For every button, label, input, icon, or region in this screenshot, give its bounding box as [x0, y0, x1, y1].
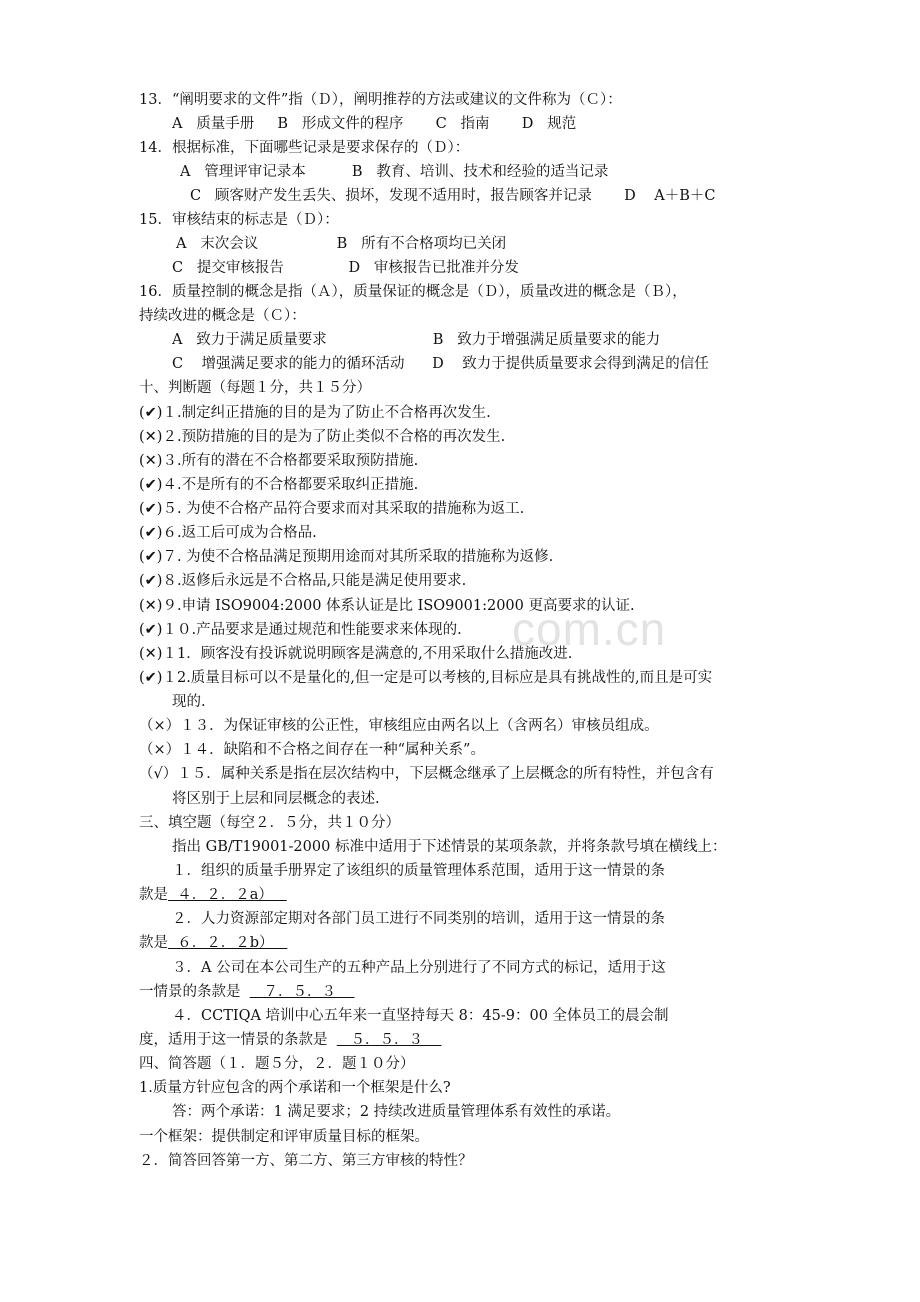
- question-14-options-2: C 顾客财产发生丢失、损坏，发现不适用时，报告顾客并记录 D A＋B＋C: [190, 188, 716, 204]
- judgement-11: (✕)１1．顾客没有投诉就说明顾客是满意的,不用采取什么措施改进.: [139, 646, 573, 662]
- fill-blank-1: １．组织的质量手册界定了该组织的质量管理体系范围，适用于这一情景的条: [172, 863, 665, 879]
- watermark: com.cn: [512, 603, 667, 655]
- fill-blank-3-answer: ７．５．３: [249, 984, 355, 1000]
- short-answer-2: ２．简答回答第一方、第二方、第三方审核的特性？: [139, 1153, 473, 1169]
- fill-blank-2-answer-line: [139, 933, 287, 953]
- judgement-3: (✕)３.所有的潜在不合格都要采取预防措施.: [139, 453, 419, 469]
- question-14-options-1: A 管理评审记录本 B 教育、培训、技术和经验的适当记录: [180, 164, 609, 180]
- short-answer-1-response: 答：两个承诺：1 满足要求；2 持续改进质量管理体系有效性的承诺。: [172, 1104, 621, 1120]
- fill-blank-intro: 指出 GB/T19001-2000 标准中适用于下述情景的某项条款，并将条款号填在横线上：: [172, 839, 727, 855]
- fill-blank-2-label: 款是: [139, 935, 168, 951]
- question-16-cont: 持续改进的概念是（Ｃ）：: [139, 308, 306, 324]
- fill-blank-2: ２．人力资源部定期对各部门员工进行不同类别的培训，适用于这一情景的条: [172, 911, 665, 927]
- fill-blank-4-label: 度，适用于这一情景的条款是: [139, 1032, 337, 1048]
- question-13-options: A 质量手册 B 形成文件的程序 C 指南 D 规范: [172, 116, 577, 132]
- fill-blank-1-answer-line: [139, 885, 287, 905]
- question-15-options-2: C 提交审核报告 D 审核报告已批准并分发: [172, 260, 519, 276]
- fill-blank-3-answer-line: [139, 982, 354, 1002]
- judgement-15-cont: 将区别于上层和同层概念的表述.: [172, 791, 380, 807]
- judgement-15: （√）１５．属种关系是指在层次结构中，下层概念继承了上层概念的所有特性，并包含有: [139, 766, 714, 782]
- question-16-options-2: C 增强满足要求的能力的循环活动 D 致力于提供质量要求会得到满足的信任: [172, 356, 709, 372]
- judgement-6: (✔)６.返工后可成为合格品.: [139, 525, 317, 541]
- question-15: 15．审核结束的标志是（Ｄ）：: [139, 212, 339, 228]
- judgement-1: (✔)１.制定纠正措施的目的是为了防止不合格再次发生.: [139, 405, 491, 421]
- fill-blank-3-label: 一情景的条款是: [139, 984, 250, 1000]
- question-15-options-1: A 末次会议 B 所有不合格项均已关闭: [176, 236, 507, 252]
- judgement-12-cont: 现的.: [172, 694, 206, 710]
- question-16: 16．质量控制的概念是指（Ａ），质量保证的概念是（Ｄ），质量改进的概念是（Ｂ），: [139, 284, 687, 300]
- short-answer-1-framework: 一个框架：提供制定和评审质量目标的框架。: [139, 1129, 429, 1145]
- judgement-9: (✕)９.申请 ISO9004:2000 体系认证是比 ISO9001:2000 更高要求的认证.: [139, 598, 635, 614]
- fill-blank-1-label: 款是: [139, 887, 168, 903]
- fill-blank-4: ４．CCTIQA 培训中心五年来一直坚持每天 8：45-9：00 全体员工的晨会制: [172, 1008, 669, 1024]
- judgement-12: (✔)１2.质量目标可以不是量化的,但一定是可以考核的,目标应是具有挑战性的,而且是可实: [139, 670, 713, 686]
- judgement-13: （×）１３．为保证审核的公正性，审核组应由两名以上（含两名）审核员组成。: [139, 718, 659, 734]
- judgement-5: (✔)５. 为使不合格产品符合要求而对其采取的措施称为返工.: [139, 501, 525, 517]
- judgement-7: (✔)７. 为使不合格品满足预期用途而对其所采取的措施称为返修.: [139, 549, 554, 565]
- judgement-14: （×）１４．缺陷和不合格之间存在一种“属种关系”。: [139, 742, 485, 758]
- fill-blank-1-answer: ４．２．２a）: [168, 887, 287, 903]
- judgement-10: (✔)１０.产品要求是通过规范和性能要求来体现的.: [139, 622, 462, 638]
- question-16-options-1: A 致力于满足质量要求 B 致力于增强满足质量要求的能力: [172, 332, 661, 348]
- section-true-false-heading: 十、判断题（每题１分，共１５分）: [139, 380, 371, 396]
- section-fill-blank-heading: 三、填空题（每空２．５分，共１０分）: [139, 815, 400, 831]
- judgement-2: (✕)２.预防措施的目的是为了防止类似不合格的再次发生.: [139, 429, 506, 445]
- fill-blank-4-answer: ５．５．３: [336, 1032, 442, 1048]
- short-answer-1: 1.质量方针应包含的两个承诺和一个框架是什么?: [139, 1080, 451, 1096]
- judgement-4: (✔)４.不是所有的不合格都要采取纠正措施.: [139, 477, 419, 493]
- fill-blank-4-answer-line: [139, 1030, 441, 1050]
- question-13: 13．“阐明要求的文件”指（Ｄ），阐明推荐的方法或建议的文件称为（Ｃ）：: [139, 92, 622, 108]
- judgement-8: (✔)８.返修后永远是不合格品,只能是满足使用要求.: [139, 573, 467, 589]
- fill-blank-2-answer: ６．２．２b）: [168, 935, 288, 951]
- fill-blank-3: ３．A 公司在本公司生产的五种产品上分别进行了不同方式的标记，适用于这: [172, 960, 666, 976]
- section-short-answer-heading: 四、简答题（１．题５分，２．题１０分）: [139, 1056, 415, 1072]
- question-14: 14．根据标准，下面哪些记录是要求保存的（Ｄ）：: [139, 140, 470, 156]
